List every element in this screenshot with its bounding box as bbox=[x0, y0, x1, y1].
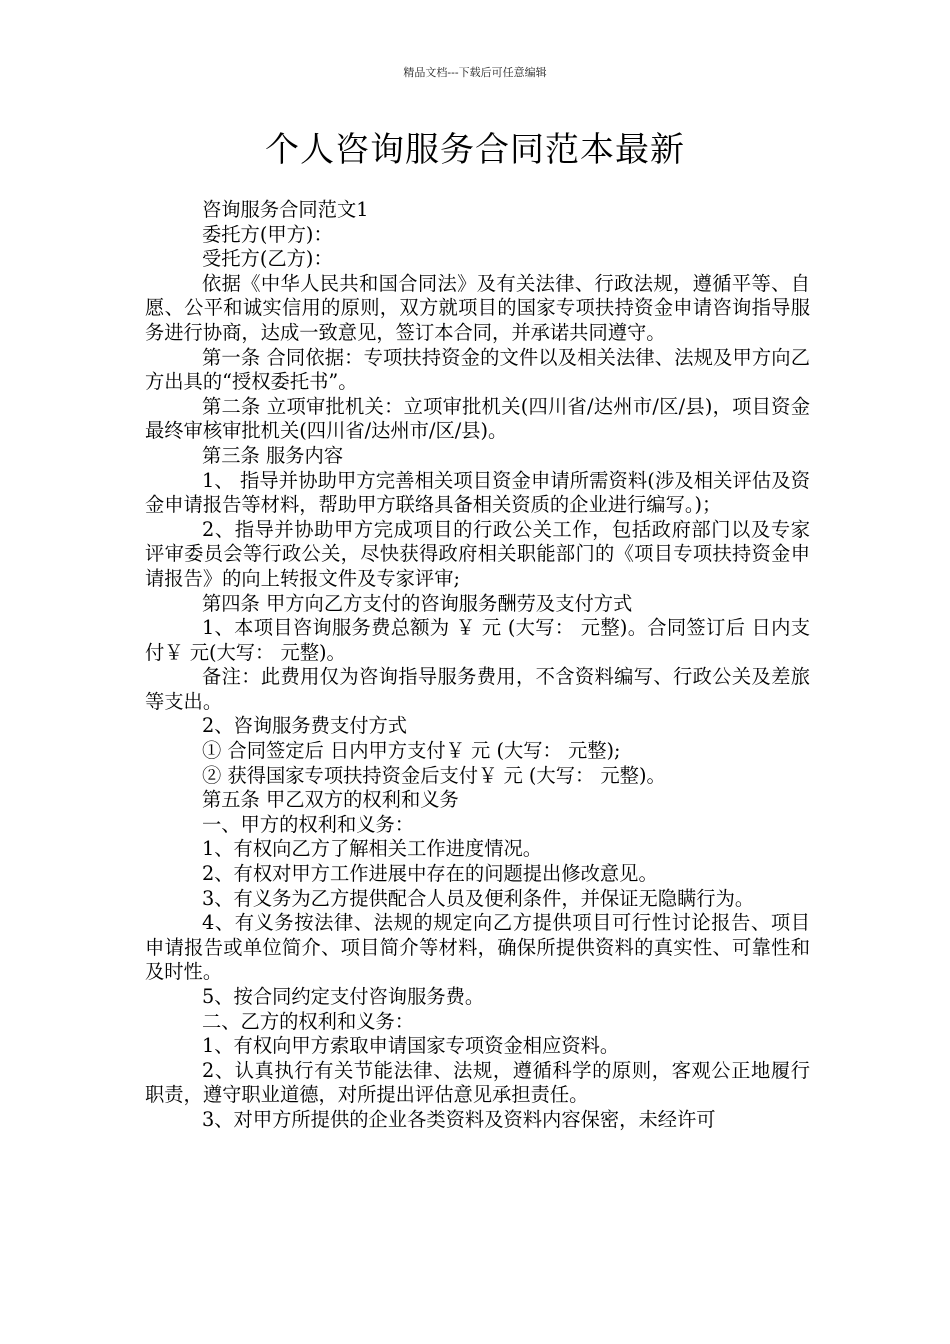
paragraph: 3、对甲方所提供的企业各类资料及资料内容保密，未经许可 bbox=[202, 1107, 716, 1131]
paragraph: 备注：此费用仅为咨询指导服务费用，不含资料编写、行政公关及差旅等支出。 bbox=[145, 665, 810, 713]
paragraph: 2、指导并协助甲方完成项目的行政公关工作，包括政府部门以及专家评审委员会等行政公关，尽快获得政府相关职能部门的《项目专项扶持资金申请报告》的向上转报文件及专家评审; bbox=[145, 517, 810, 590]
paragraph: 受托方(乙方)： bbox=[202, 247, 333, 271]
paragraph: 1、 指导并协助甲方完善相关项目资金申请所需资料(涉及相关评估及资金申请报告等材料，帮助甲方联络具备相关资质的企业进行编写。)； bbox=[145, 468, 810, 517]
header-note: 精品文档---下载后可任意编辑 bbox=[403, 66, 547, 79]
paragraph: 依据《中华人民共和国合同法》及有关法律、行政法规，遵循平等、自愿、公平和诚实信用的原则，双方就项目的国家专项扶持资金申请咨询指导服务进行协商，达成一致意见，签订本合同，并承诺共同遵守。 bbox=[145, 271, 810, 344]
document-title: 个人咨询服务合同范本最新 bbox=[265, 130, 685, 170]
paragraph: 咨询服务合同范文1 bbox=[202, 198, 369, 221]
document-body bbox=[145, 198, 810, 1133]
paragraph: 1、本项目咨询服务费总额为 ￥ 元 (大写： 元整)。合同签订后 日内支付￥ 元(大写： 元整)。 bbox=[145, 616, 810, 664]
paragraph: 第四条 甲方向乙方支付的咨询服务酬劳及支付方式 bbox=[202, 591, 633, 615]
paragraph: ② 获得国家专项扶持资金后支付￥ 元 (大写： 元整)。 bbox=[202, 763, 666, 787]
paragraph: ① 合同签定后 日内甲方支付￥ 元 (大写： 元整); bbox=[202, 739, 621, 763]
paragraph: 3、有义务为乙方提供配合人员及便利条件，并保证无隐瞒行为。 bbox=[202, 886, 755, 910]
paragraph: 1、有权向甲方索取申请国家专项资金相应资料。 bbox=[202, 1034, 620, 1058]
paragraph: 第二条 立项审批机关：立项审批机关(四川省/达州市/区/县)，项目资金最终审核审批机关(四川省/达州市/区/县)。 bbox=[145, 394, 810, 443]
paragraph: 二、乙方的权利和义务： bbox=[202, 1009, 415, 1033]
paragraph: 4、有义务按法律、法规的规定向乙方提供项目可行性讨论报告、项目申请报告或单位简介、项目简介等材料，确保所提供资料的真实性、可靠性和及时性。 bbox=[145, 911, 810, 984]
paragraph: 1、有权向乙方了解相关工作进度情况。 bbox=[202, 837, 543, 861]
paragraph: 第一条 合同依据：专项扶持资金的文件以及相关法律、法规及甲方向乙方出具的“授权委托书”。 bbox=[145, 345, 810, 394]
paragraph: 2、咨询服务费支付方式 bbox=[202, 714, 408, 738]
paragraph: 2、认真执行有关节能法律、法规，遵循科学的原则，客观公正地履行职责，遵守职业道德，对所提出评估意见承担责任。 bbox=[145, 1058, 810, 1107]
paragraph: 第三条 服务内容 bbox=[202, 443, 344, 467]
paragraph: 2、有权对甲方工作进展中存在的问题提出修改意见。 bbox=[202, 862, 658, 886]
paragraph: 委托方(甲方)： bbox=[202, 222, 333, 246]
paragraph: 一、甲方的权利和义务： bbox=[202, 812, 415, 836]
paragraph: 5、按合同约定支付咨询服务费。 bbox=[202, 985, 485, 1008]
paragraph: 第五条 甲乙双方的权利和义务 bbox=[202, 788, 459, 812]
